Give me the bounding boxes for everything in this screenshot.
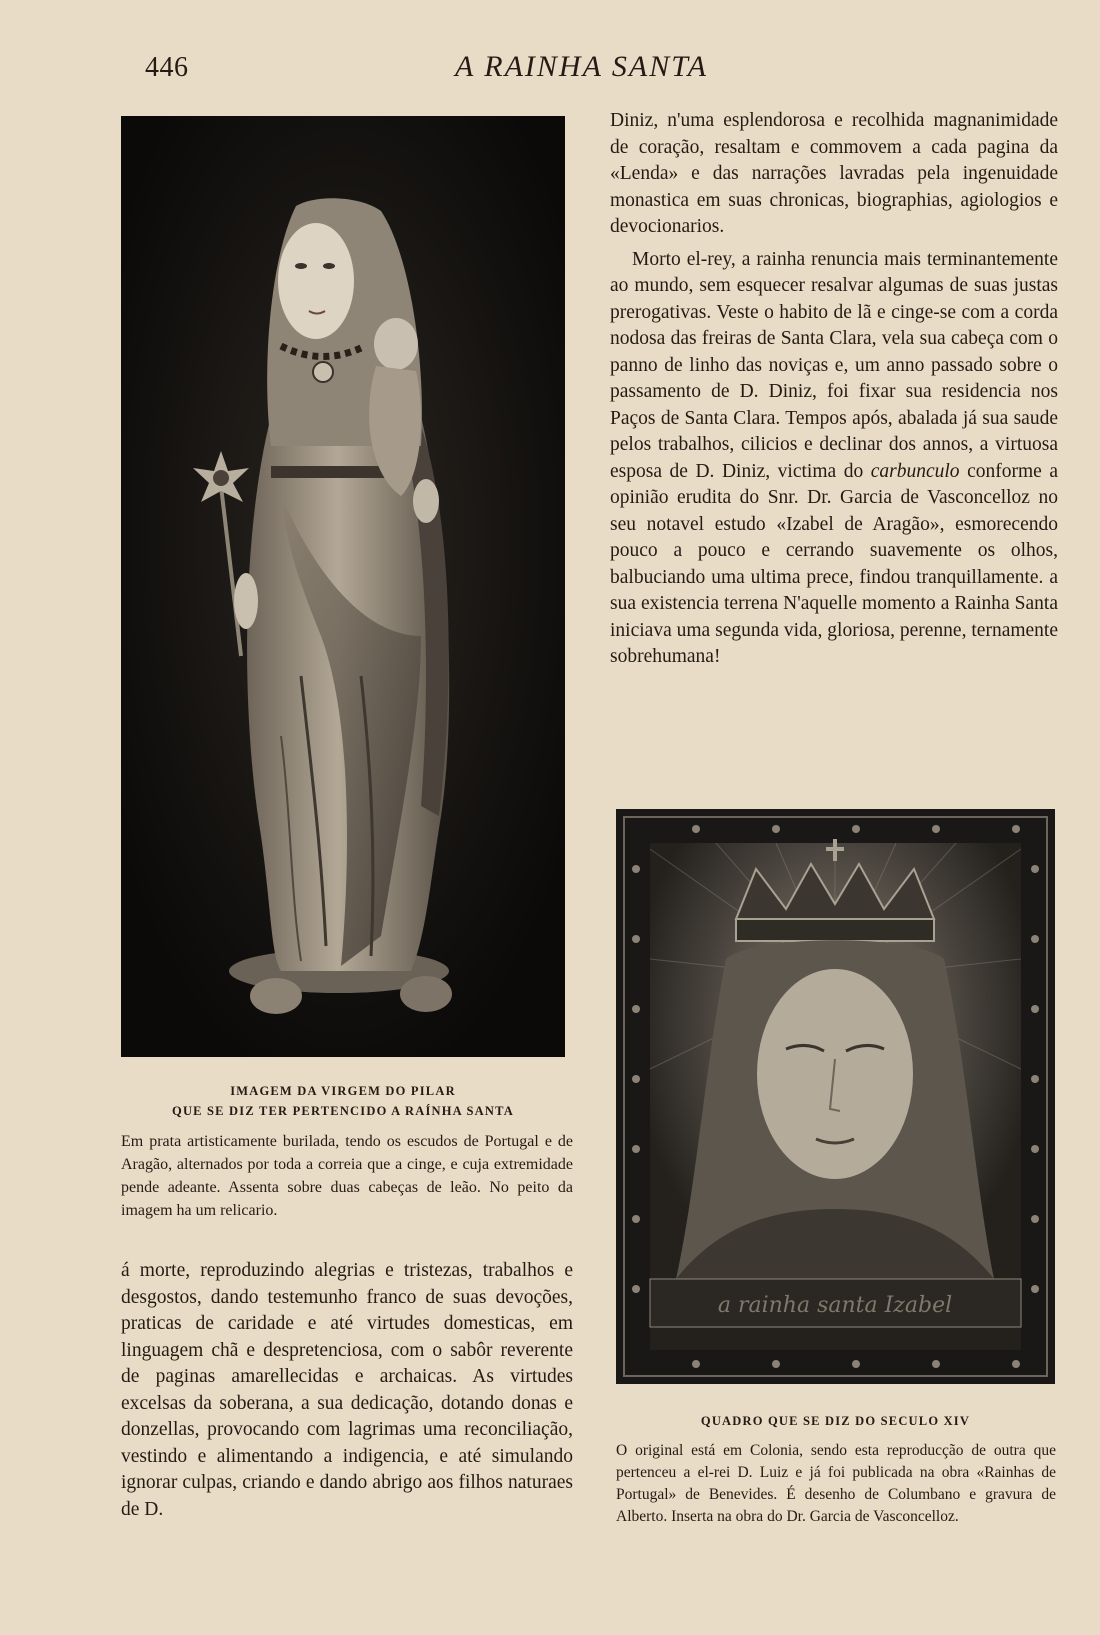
statue-caption-text: Em prata artisticamente burilada, tendo os escudos de Portugal e de Aragão, alternados por toda a correia que a cinge, e cuja extremidade pende adeante. Assenta sobre duas cabeças de leão. No peito da imagem ha um relicario. (121, 1133, 573, 1219)
paragraph-2-italic: carbunculo (870, 460, 960, 482)
statue-caption-title-line2: QUE SE DIZ TER PERTENCIDO A RAÍNHA SANTA (172, 1104, 514, 1118)
paragraph-2-part-1: Morto el-rey, a rainha renuncia mais terminantemente ao mundo, sem esquecer resalvar algumas de suas justas prerogativas. Veste o habito de lã e cinge-se com a corda nodosa das freiras de Santa Clara, vela sua cabeça com o panno de linho das noviças e, um anno passado sobre o passamento de D. Diniz, foi fixar sua residencia nos Paços de Santa Clara. Tempos após, abalada já sua saude pelos trabalhos, cilicios e declinar dos annos, a virtuosa esposa de D. Diniz, victima do (610, 248, 1058, 482)
painting-caption-text: O original está em Colonia, sendo esta reproducção de outra que pertenceu a el-rei D. Luiz e já foi publicada na obra «Rainhas de Portugal» de Benevides. É desenho de Columbano e gravura de Alberto. Inserta na obra do Dr. Garcia de Vasconcelloz. (616, 1442, 1056, 1525)
statue-photograph (121, 116, 565, 1057)
statue-caption-title-line1: IMAGEM DA VIRGEM DO PILAR (230, 1084, 456, 1098)
page-number: 446 (145, 52, 189, 83)
paragraph-2-part-2: conforme a opinião erudita do Snr. Dr. Garcia de Vasconcelloz no seu notavel estudo «Izabel de Aragão», esmorecendo pouco a pouco e cerrando suavemente os olhos, balbuciando uma ultima prece, findou tranquillamente. a sua existencia terrena N'aquelle momento a Rainha Santa iniciava uma segunda vida, gloriosa, perenne, ternamente sobrehumana! (610, 460, 1058, 667)
right-column-text (610, 108, 1058, 671)
running-title: A RAINHA SANTA (455, 50, 708, 83)
painting-engraving (616, 809, 1055, 1384)
painting-inscription: a rainha santa Izabel (717, 1293, 953, 1318)
paragraph-2 (610, 247, 1058, 671)
left-column-text: á morte, reproduzindo alegrias e tristezas, trabalhos e desgostos, dando testemunho franco de suas devoções, praticas de caridade e até virtudes domesticas, em linguagem chã e despretenciosa, com o sabôr reverente de paginas amarellecidas e archaicas. As virtudes excelsas da soberana, a sua dedicação, dotando donas e donzellas, provocando com lagrimas uma reconciliação, vestindo e alimentando a indigencia, e até simulando ignorar culpas, criando e dando abrigo aos filhos naturaes de D. (121, 1260, 573, 1520)
paragraph-1: Diniz, n'uma esplendorosa e recolhida magnanimidade de coração, resaltam e commovem a cada pagina da «Lenda» e das narrações lavradas pela ingenuidade monastica em suas chronicas, biographias, agiologios e devocionarios. (610, 110, 1058, 237)
statue-illustration (121, 116, 565, 1057)
painting-caption-title: QUADRO QUE SE DIZ DO SECULO XIV (700, 1414, 971, 1428)
painting-illustration (616, 809, 1055, 1384)
